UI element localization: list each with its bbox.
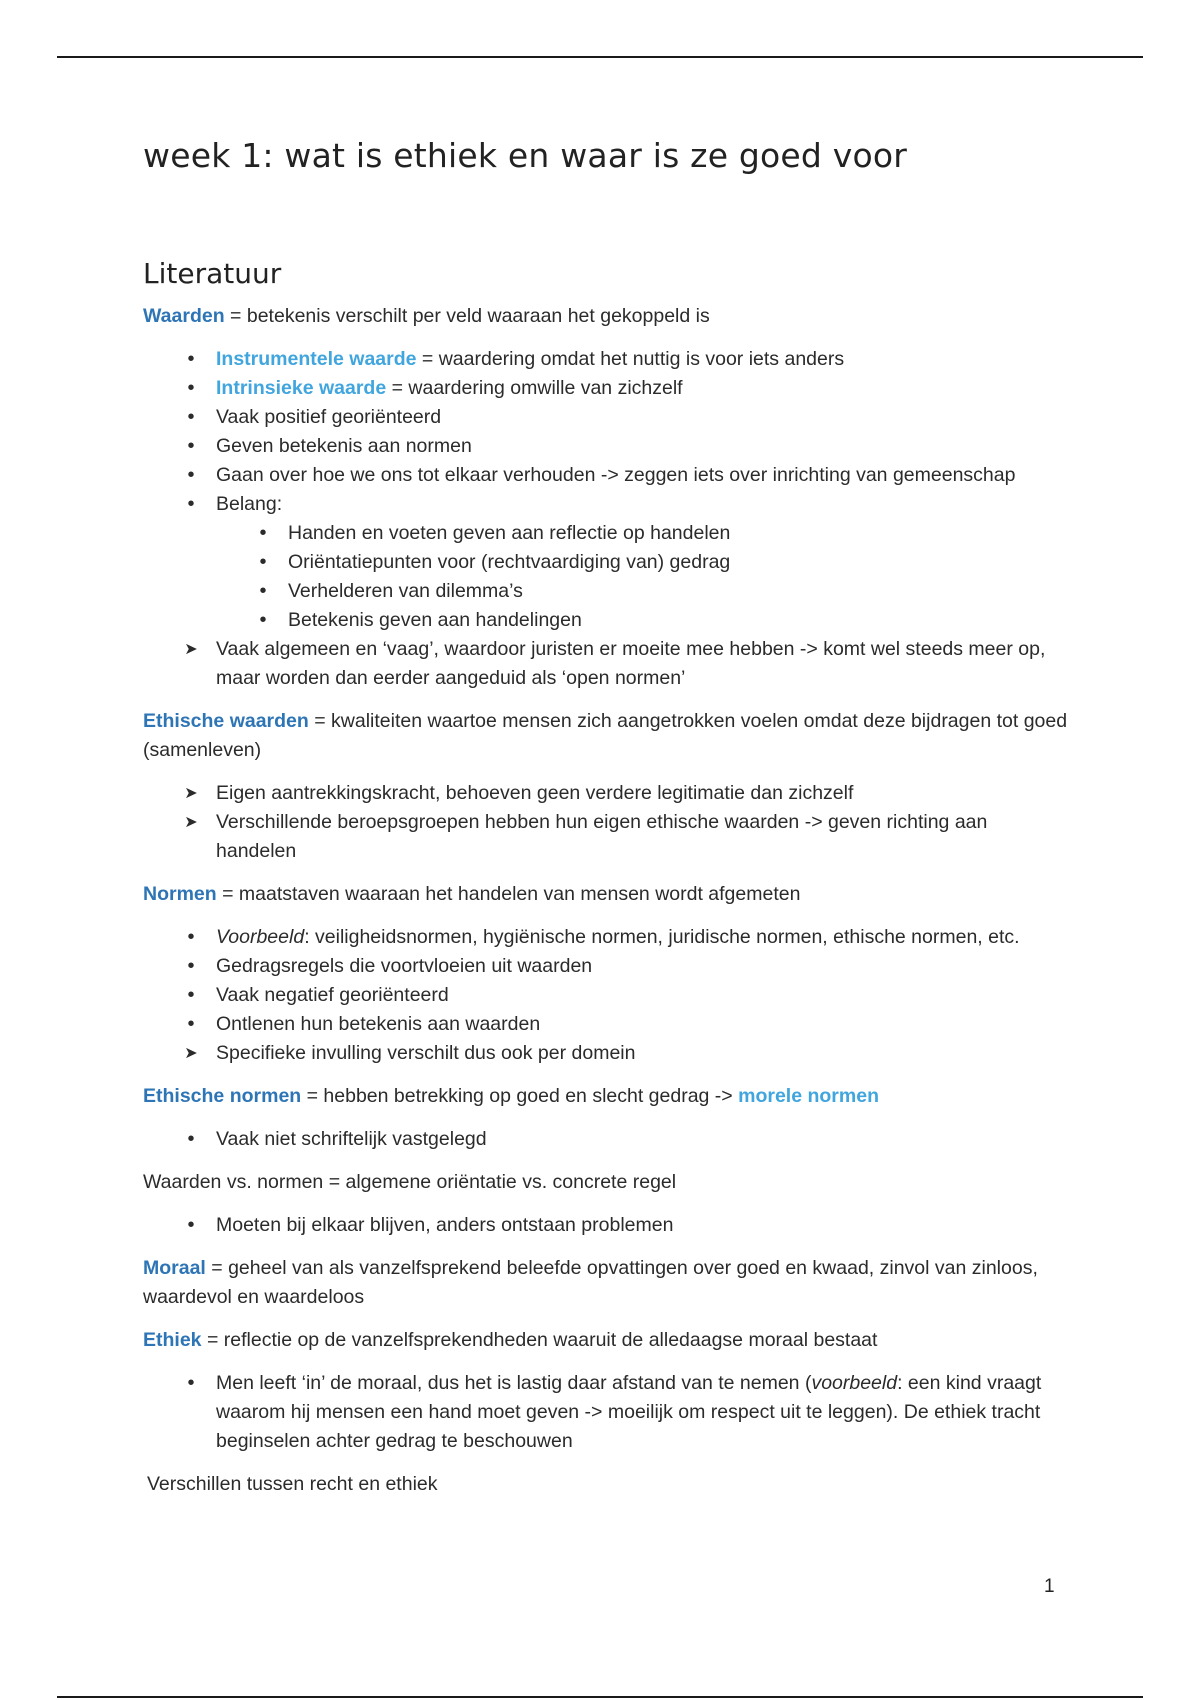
term-ethische-normen: Ethische normen: [143, 1085, 302, 1107]
bullet-icon: [181, 432, 201, 461]
definition-ethiek: Ethiek = reflectie op de vanzelfsprekendheden waaruit de alledaagse moraal bestaat: [143, 1329, 878, 1351]
definition-normen: Normen = maatstaven waaraan het handelen van mensen wordt afgemeten: [143, 883, 801, 905]
bullet-icon: [253, 577, 273, 606]
bullet-icon: [181, 1125, 201, 1154]
arrow-bullet-icon: ➤: [184, 814, 198, 831]
arrow-bullet-icon: ➤: [184, 1045, 198, 1062]
list-item: • Betekenis geven aan handelingen: [143, 606, 1073, 635]
bullet-icon: [181, 1369, 201, 1398]
list-ethische-waarden: [143, 779, 1073, 866]
term-morele-normen: morele normen: [738, 1085, 879, 1107]
list-belang: [143, 519, 1073, 635]
list-item: • Geven betekenis aan normen: [143, 432, 1073, 461]
bullet-icon: [181, 981, 201, 1010]
list-item: • Vaak negatief georiënteerd: [143, 981, 1073, 1010]
bottom-rule: [57, 1696, 1143, 1698]
list-item: • Belang:: [143, 490, 1073, 519]
list-item: • Gaan over hoe we ons tot elkaar verhouden -> zeggen iets over inrichting van gemeenschap: [143, 461, 1073, 490]
term-moraal: Moraal: [143, 1257, 206, 1279]
bullet-icon: [181, 374, 201, 403]
list-item: • Men leeft ‘in’ de moraal, dus het is lastig daar afstand van te nemen (voorbeeld: een kind vraagt waarom hij mensen een hand moet geven -> moeilijk om respect uit te leggen). De ethiek tracht beginselen achter gedrag te beschouwen: [143, 1369, 1073, 1456]
arrow-bullet-icon: ➤: [184, 641, 198, 658]
list-waarden: [143, 345, 1073, 519]
page-title: week 1: wat is ethiek en waar is ze goed voor: [143, 136, 908, 175]
list-item: ➤ Specifieke invulling verschilt dus ook per domein: [143, 1039, 1073, 1068]
list-item: • Gedragsregels die voortvloeien uit waarden: [143, 952, 1073, 981]
bullet-icon: [181, 923, 201, 952]
definition-ethische-waarden: Ethische waarden = kwaliteiten waartoe mensen zich aangetrokken voelen omdat deze bijdragen tot goed (samenleven): [143, 710, 1068, 761]
list-item: ➤ Verschillende beroepsgroepen hebben hun eigen ethische waarden -> geven richting aan handelen: [143, 808, 1073, 866]
list-item: • Intrinsieke waarde = waardering omwille van zichzelf: [143, 374, 1073, 403]
term-ethiek: Ethiek: [143, 1329, 202, 1351]
list-item: • Verhelderen van dilemma’s: [143, 577, 1073, 606]
arrow-bullet-icon: ➤: [184, 785, 198, 802]
bullet-icon: [181, 461, 201, 490]
list-item: • Voorbeeld: veiligheidsnormen, hygiënische normen, juridische normen, ethische normen, etc.: [143, 923, 1073, 952]
bullet-icon: [181, 490, 201, 519]
bullet-icon: [181, 952, 201, 981]
document-page: [143, 136, 1073, 1499]
list-item: • Handen en voeten geven aan reflectie op handelen: [143, 519, 1073, 548]
bullet-icon: [253, 606, 273, 635]
bullet-icon: [181, 345, 201, 374]
verschillen-heading: Verschillen tussen recht en ethiek: [147, 1473, 438, 1495]
list-item: ➤ Vaak algemeen en ‘vaag’, waardoor juristen er moeite mee hebben -> komt wel steeds meer op, maar worden dan eerder aangeduid als ‘open normen’: [143, 635, 1073, 693]
list-waarden-arrow: [143, 635, 1073, 693]
waarden-vs-normen: Waarden vs. normen = algemene oriëntatie vs. concrete regel: [143, 1171, 677, 1193]
list-item: • Vaak positief georiënteerd: [143, 403, 1073, 432]
list-waarden-vs-normen: [143, 1211, 1073, 1240]
list-ethiek: [143, 1369, 1073, 1456]
list-item: • Vaak niet schriftelijk vastgelegd: [143, 1125, 1073, 1154]
bullet-icon: [181, 1211, 201, 1240]
bullet-icon: [181, 403, 201, 432]
bullet-icon: [253, 548, 273, 577]
list-item: • Oriëntatiepunten voor (rechtvaardiging van) gedrag: [143, 548, 1073, 577]
definition-moraal: Moraal = geheel van als vanzelfsprekend beleefde opvattingen over goed en kwaad, zinvol van zinloos, waardevol en waardeloos: [143, 1257, 1038, 1308]
list-ethische-normen: [143, 1125, 1073, 1154]
term-normen: Normen: [143, 883, 217, 905]
term-ethische-waarden: Ethische waarden: [143, 710, 309, 732]
bullet-icon: [181, 1010, 201, 1039]
definition-ethische-normen: Ethische normen = hebben betrekking op goed en slecht gedrag -> morele normen: [143, 1085, 879, 1107]
bullet-icon: [253, 519, 273, 548]
page-number: 1: [1044, 1576, 1055, 1597]
list-item: • Ontlenen hun betekenis aan waarden: [143, 1010, 1073, 1039]
section-heading: Literatuur: [143, 257, 282, 290]
list-item: • Instrumentele waarde = waardering omdat het nuttig is voor iets anders: [143, 345, 1073, 374]
list-item: • Moeten bij elkaar blijven, anders ontstaan problemen: [143, 1211, 1073, 1240]
list-normen: [143, 923, 1073, 1068]
top-rule: [57, 56, 1143, 58]
definition-waarden: Waarden = betekenis verschilt per veld waaraan het gekoppeld is: [143, 305, 710, 327]
term-waarden: Waarden: [143, 305, 225, 327]
list-item: ➤ Eigen aantrekkingskracht, behoeven geen verdere legitimatie dan zichzelf: [143, 779, 1073, 808]
